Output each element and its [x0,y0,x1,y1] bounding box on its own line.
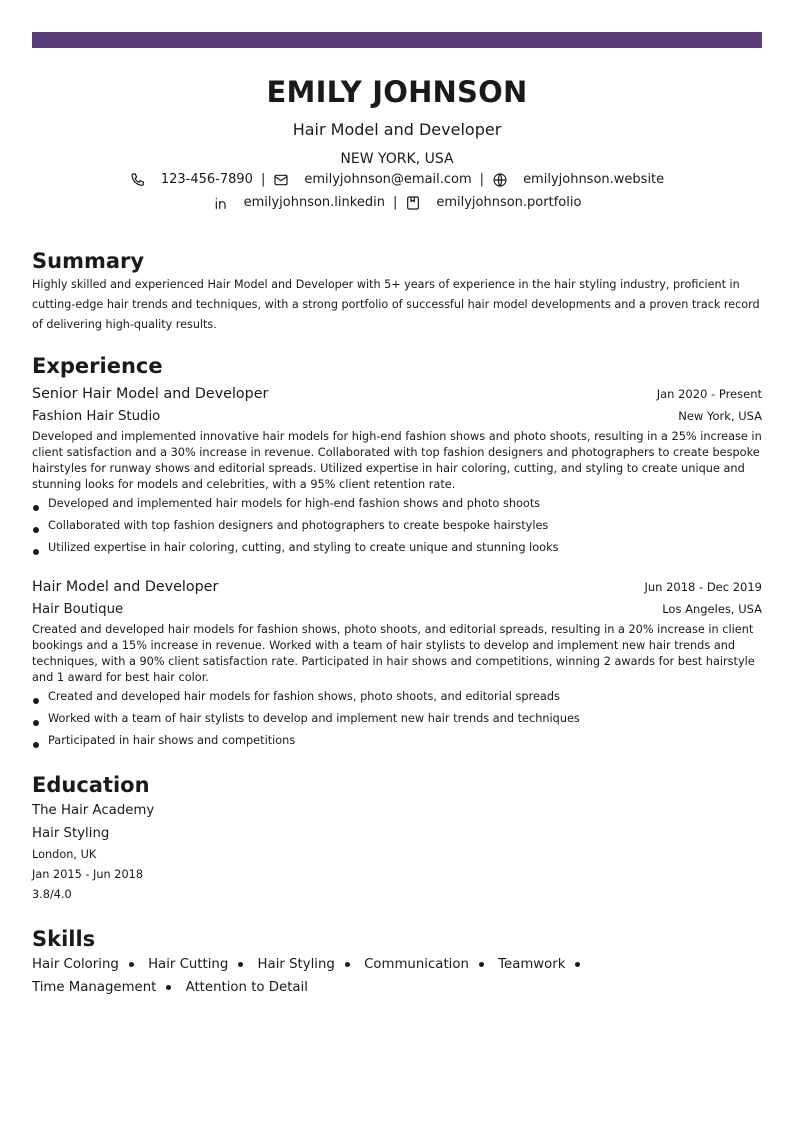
contact-separator: | [479,172,485,187]
job-role: Hair Model and Developer [32,579,219,595]
contact-email[interactable] [273,171,471,189]
skill-item: Teamwork [498,957,590,972]
contact-separator: | [392,195,398,210]
job-location: New York, USA [678,409,762,423]
job-company: Hair Boutique [32,602,124,617]
portfolio-url: emilyjohnson.portfolio [436,195,582,210]
candidate-location: NEW YORK, USA [340,151,454,167]
skill-item: Hair Cutting [148,957,253,972]
portfolio-icon [405,195,421,211]
resume-page [32,32,762,999]
summary-text: Highly skilled and experienced Hair Model and Developer with 5+ years of experience in the hair styling industry, proficient in cutting-edge hair trends and techniques, with a strong portfolio of successful hair model developments and a proven track record of delivering high-quality results. [32,278,760,331]
list-item: Collaborated with top fashion designers and photographers to create bespoke hairstyles [32,515,762,537]
contact-website[interactable] [492,171,664,189]
skills-heading: Skills [32,927,96,951]
education-dates: Jan 2015 - Jun 2018 [32,868,144,881]
contact-portfolio[interactable] [405,194,581,212]
contact-separator: | [260,172,266,187]
job-role: Senior Hair Model and Developer [32,386,269,402]
education-field: Hair Styling [32,826,110,841]
job-description: Developed and implemented innovative hair models for high-end fashion shows and photo shoots, resulting in a 25% increase in client satisfaction and a 30% increase in revenue. Collaborated with top fashion designers and photographers to create bespoke hairstyles for runway shows and editorial spreads. Utilized expertise in hair coloring, cutting, and styling to create unique and stunning looks for models and celebrities, with a 95% client retention rate. [32,430,762,491]
contact-linkedin[interactable] [213,194,385,212]
skill-item: Hair Styling [258,957,360,972]
job-highlights [32,686,762,752]
list-item: Participated in hair shows and competitions [32,730,762,752]
phone-number: 123-456-7890 [160,172,253,187]
experience-item [32,384,762,559]
education-school: The Hair Academy [32,803,155,818]
skill-separator-dot [238,962,243,967]
email-icon [273,172,289,188]
experience-item [32,577,762,752]
list-item: Developed and implemented hair models for high-end fashion shows and photo shoots [32,493,762,515]
website-url: emilyjohnson.website [523,172,665,187]
job-location: Los Angeles, USA [662,602,762,616]
job-description: Created and developed hair models for fashion shows, photo shoots, and editorial spreads, resulting in a 20% increase in client bookings and a 15% increase in revenue. Worked with a team of hair stylists to develop and implement new hair trends and techniques, with a 90% client satisfaction rate. Participated in hair shows and competitions, winning 2 awards for best hairstyle and 1 award for best hair color. [32,623,755,684]
skill-item: Attention to Detail [185,980,308,995]
list-item: Created and developed hair models for fashion shows, photo shoots, and editorial spreads [32,686,762,708]
summary-heading: Summary [32,249,145,273]
skills-list [32,953,712,999]
contact-row-secondary [32,194,762,212]
education-location: London, UK [32,848,97,861]
skill-separator-dot [575,962,580,967]
candidate-name: EMILY JOHNSON [266,75,528,109]
linkedin-handle: emilyjohnson.linkedin [243,195,385,210]
job-dates: Jun 2018 - Dec 2019 [644,580,762,594]
email-address: emilyjohnson@email.com [304,172,472,187]
skill-item: Communication [364,957,494,972]
skill-separator-dot [166,985,171,990]
phone-icon [130,172,146,188]
job-dates: Jan 2020 - Present [656,387,762,401]
job-company: Fashion Hair Studio [32,409,161,424]
experience-heading: Experience [32,354,163,378]
contact-row-primary [32,171,762,189]
contact-phone[interactable] [130,171,253,189]
globe-icon [492,172,508,188]
skill-separator-dot [129,962,134,967]
accent-bar [32,32,762,48]
linkedin-icon [213,195,229,211]
skill-separator-dot [479,962,484,967]
list-item: Utilized expertise in hair coloring, cutting, and styling to create unique and stunning looks [32,537,762,559]
job-highlights [32,493,762,559]
list-item: Worked with a team of hair stylists to develop and implement new hair trends and techniques [32,708,762,730]
education-gpa: 3.8/4.0 [32,888,72,901]
skill-item: Hair Coloring [32,957,144,972]
resume-header [32,75,762,212]
education-heading: Education [32,773,150,797]
skill-item: Time Management [32,980,181,995]
candidate-job-title: Hair Model and Developer [292,120,502,139]
skill-separator-dot [345,962,350,967]
